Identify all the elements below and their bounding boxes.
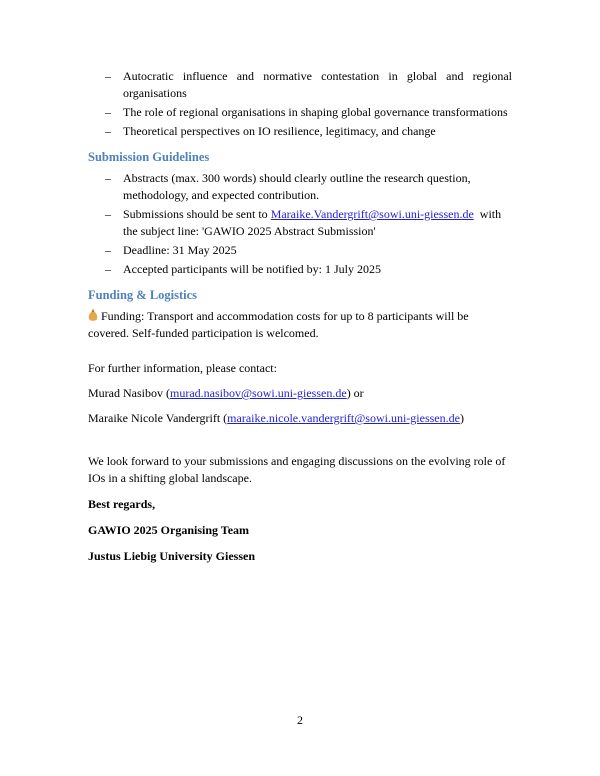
list-item: – Accepted participants will be notified by: 1 July 2025	[105, 262, 381, 276]
submission-email-link[interactable]: Maraike.Vandergrift@sowi.uni-giessen.de	[270, 207, 474, 221]
university-signature: Justus Liebig University Giessen	[88, 549, 256, 563]
contact-intro: For further information, please contact:	[88, 361, 277, 375]
money-bag-icon	[88, 309, 98, 321]
funding-heading: Funding & Logistics	[88, 288, 198, 302]
best-regards: Best regards,	[88, 497, 156, 511]
list-item: – The role of regional organisations in shaping global governance transformations	[105, 105, 508, 119]
maraike-email-link[interactable]: maraike.nicole.vandergrift@sowi.uni-giessen.de	[227, 411, 460, 425]
list-item: – Deadline: 31 May 2025	[105, 243, 237, 257]
dash-bullet: –	[105, 262, 111, 276]
dash-bullet: –	[105, 69, 111, 83]
topics-list	[88, 68, 512, 140]
dash-bullet: –	[105, 124, 111, 138]
page-content	[88, 68, 512, 565]
dash-bullet: –	[105, 105, 111, 119]
murad-email-link[interactable]: murad.nasibov@sowi.uni-giessen.de	[169, 386, 347, 400]
contact-person-1: Murad Nasibov (murad.nasibov@sowi.uni-giessen.de) or	[88, 386, 364, 400]
team-signature: GAWIO 2025 Organising Team	[88, 523, 250, 537]
contact-person-2: Maraike Nicole Vandergrift (maraike.nicole.vandergrift@sowi.uni-giessen.de)	[88, 411, 464, 425]
submission-list	[88, 170, 512, 278]
list-item: – Autocratic influence and normative contestation in global and regional organisations	[105, 69, 512, 100]
funding-paragraph: Funding: Transport and accommodation costs for up to 8 participants will be covered. Self-funded participation is welcomed.	[88, 309, 469, 340]
list-item: – Abstracts (max. 300 words) should clearly outline the research question, methodology, and expected contribution.	[105, 171, 471, 202]
closing-paragraph: We look forward to your submissions and engaging discussions on the evolving role of IOs in a shifting global landscape.	[88, 454, 506, 485]
dash-bullet: –	[105, 207, 111, 221]
dash-bullet: –	[105, 243, 111, 257]
list-item: – Theoretical perspectives on IO resilience, legitimacy, and change	[105, 124, 436, 138]
submission-heading: Submission Guidelines	[88, 150, 210, 164]
list-item: – Submissions should be sent to Maraike.Vandergrift@sowi.uni-giessen.de with the subject line: 'GAWIO 2025 Abstract Submission'	[105, 207, 505, 238]
page-number: 2	[297, 713, 303, 727]
dash-bullet: –	[105, 171, 111, 185]
